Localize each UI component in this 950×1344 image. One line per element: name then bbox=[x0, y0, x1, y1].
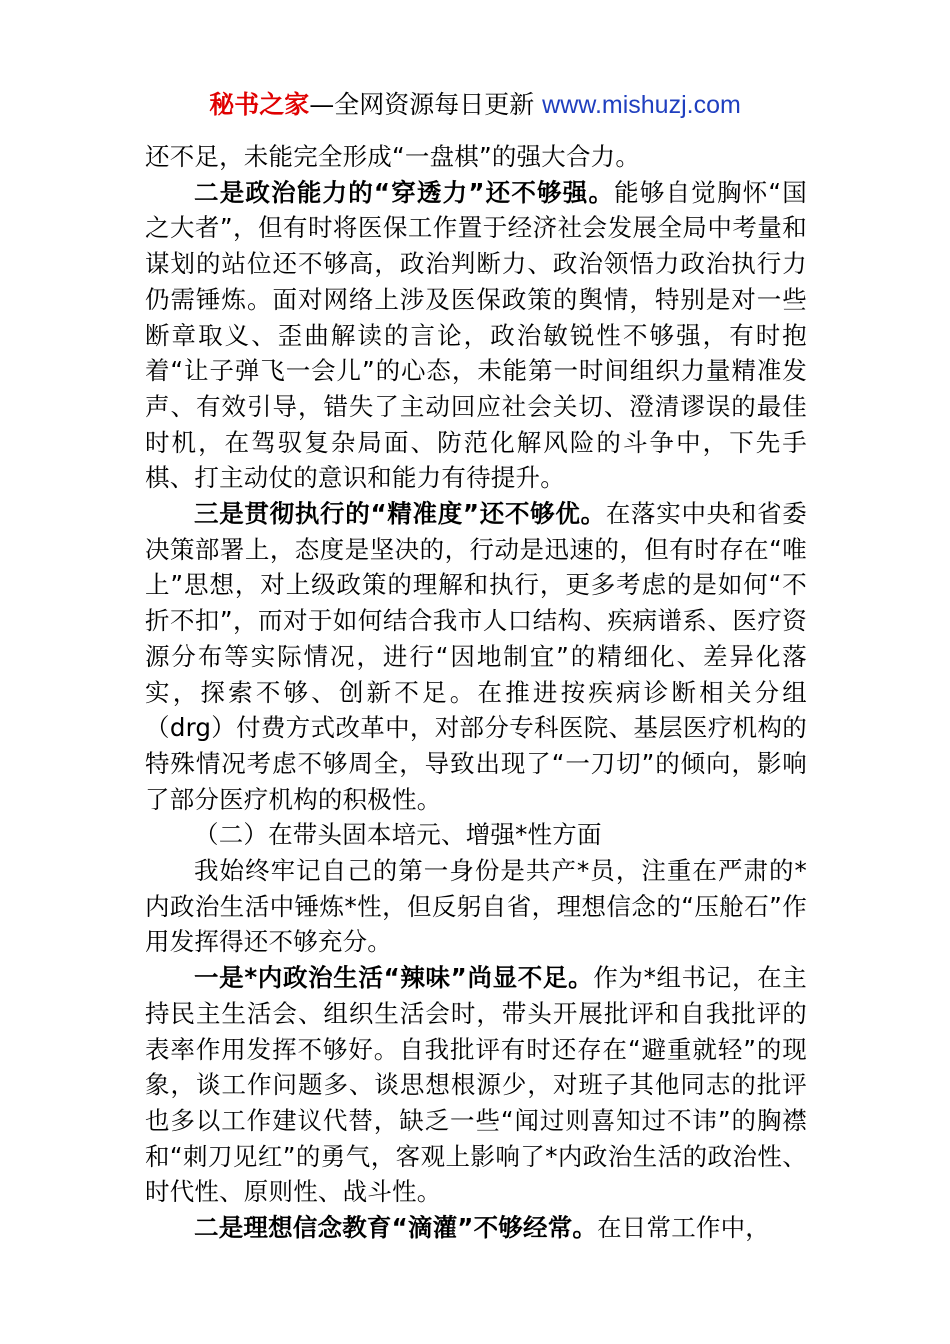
paragraph-text: 还不足，未能完全形成“一盘棋”的强大合力。 bbox=[145, 142, 641, 171]
paragraph bbox=[145, 960, 807, 1210]
paragraph bbox=[145, 139, 807, 175]
brand-name: 秘书之家 bbox=[209, 90, 310, 119]
section-heading-text: （二）在带头固本培元、增强*性方面 bbox=[194, 820, 602, 850]
paragraph-lead: 二是理想信念教育“滴灌”不够经常。 bbox=[194, 1213, 598, 1243]
paragraph bbox=[145, 853, 807, 960]
paragraph-lead: 一是*内政治生活“辣味”尚显不足。 bbox=[194, 963, 594, 993]
paragraph-text: 在落实中央和省委决策部署上，态度是坚决的，行动是迅速的，但有时存在“唯上”思想，对上级政策的理解和执行，更多考虑的是如何“不折不扣”，而对于如何结合我市人口结构、疾病谱系、医疗资源分布等实际情况，进行“因地制宜”的精细化、差异化落实，探索不够、创新不足。在推进按疾病诊断相关分组（drg）付费方式改革中，对部分专科医院、基层医疗机构的特殊情况考虑不够周全，导致出现了“一刀切”的倾向，影响了部分医疗机构的积极性。 bbox=[145, 499, 807, 814]
section-heading bbox=[145, 817, 807, 853]
paragraph bbox=[145, 496, 807, 817]
paragraph-text: 能够自觉胸怀“国之大者”，但有时将医保工作置于经济社会发展全局中考量和谋划的站位还不够高，政治判断力、政治领悟力政治执行力仍需锤炼。面对网络上涉及医保政策的舆情，特别是对一些断章取义、歪曲解读的言论，政治敏锐性不够强，有时抱着“让子弹飞一会儿”的心态，未能第一时间组织力量精准发声、有效引导，错失了主动回应社会关切、澄清谬误的最佳时机，在驾驭复杂局面、防范化解风险的斗争中，下先手棋、打主动仗的意识和能力有待提升。 bbox=[145, 177, 807, 493]
paragraph-lead: 二是政治能力的“穿透力”还不够强。 bbox=[194, 177, 615, 207]
site-url-link[interactable]: www.mishuzj.com bbox=[542, 91, 741, 119]
site-header bbox=[0, 88, 950, 122]
paragraph-text: 在日常工作中， bbox=[597, 1213, 771, 1243]
header-slogan: —全网资源每日更新 bbox=[309, 90, 543, 119]
paragraph bbox=[145, 175, 807, 496]
paragraph-text: 作为*组书记，在主持民主生活会、组织生活会时，带头开展批评和自我批评的表率作用发挥不够好。自我批评有时还存在“避重就轻”的现象，谈工作问题多、谈思想根源少，对班子其他同志的批评也多以工作建议代替，缺乏一些“闻过则喜知过不讳”的胸襟和“刺刀见红”的勇气，客观上影响了*内政治生活的政治性、时代性、原则性、战斗性。 bbox=[145, 963, 807, 1207]
paragraph-text: 我始终牢记自己的第一身份是共产*员，注重在严肃的*内政治生活中锤炼*性，但反躬自省，理想信念的“压舱石”作用发挥得还不够充分。 bbox=[145, 856, 807, 957]
document-body bbox=[145, 139, 807, 1246]
paragraph-lead: 三是贯彻执行的“精准度”还不够优。 bbox=[194, 499, 606, 529]
paragraph bbox=[145, 1210, 807, 1246]
